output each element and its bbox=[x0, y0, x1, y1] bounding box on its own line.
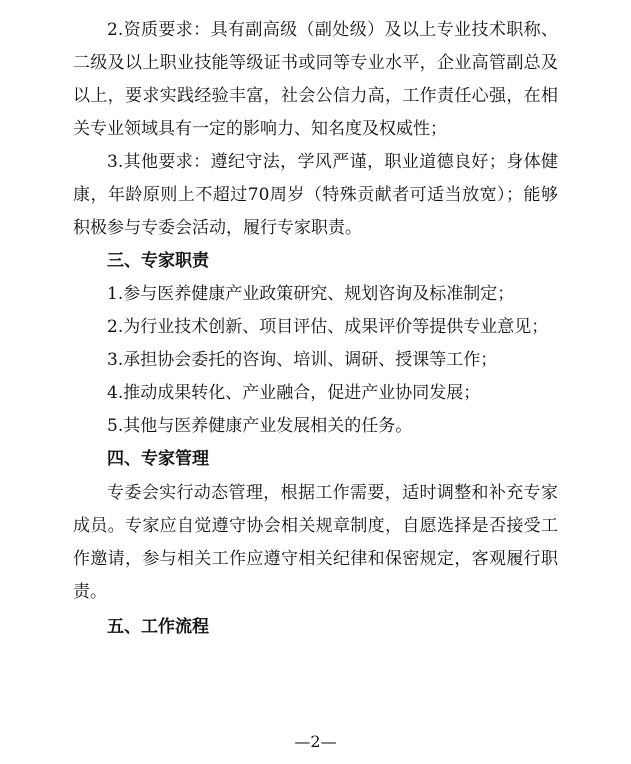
management-paragraph bbox=[73, 477, 558, 609]
list-item: 4.推动成果转化、产业融合，促进产业协同发展； bbox=[107, 383, 481, 403]
qualification-requirements-paragraph bbox=[73, 14, 558, 146]
section-heading-expert-duties bbox=[73, 245, 558, 278]
list-item: 5.其他与医养健康产业发展相关的任务。 bbox=[107, 416, 413, 436]
list-item: 2.为行业技术创新、项目评估、成果评价等提供专业意见； bbox=[107, 317, 549, 337]
section-heading: 五、工作流程 bbox=[107, 617, 209, 637]
paragraph-text: 3.其他要求：遵纪守法，学风严谨，职业道德良好；身体健康，年龄原则上不超过70周岁（特殊贡献者可适当放宽）；能够积极参与专委会活动，履行专家职责。 bbox=[73, 152, 558, 238]
page-number: —2— bbox=[294, 732, 337, 751]
duty-item-2 bbox=[73, 311, 558, 344]
duty-item-3 bbox=[73, 344, 558, 377]
section-heading: 三、专家职责 bbox=[107, 251, 209, 271]
other-requirements-paragraph bbox=[73, 146, 558, 245]
section-heading-workflow bbox=[73, 611, 558, 644]
section-heading-expert-management bbox=[73, 443, 558, 476]
paragraph-text: 专委会实行动态管理，根据工作需要，适时调整和补充专家成员。专家应自觉遵守协会相关规章制度，自愿选择是否接受工作邀请，参与相关工作应遵守相关纪律和保密规定，客观履行职责。 bbox=[73, 483, 558, 602]
duty-item-4 bbox=[73, 377, 558, 410]
list-item: 1.参与医养健康产业政策研究、规划咨询及标准制定； bbox=[107, 284, 515, 304]
section-heading: 四、专家管理 bbox=[107, 449, 209, 469]
duty-item-5 bbox=[73, 410, 558, 443]
duty-item-1 bbox=[73, 278, 558, 311]
list-item: 3.承担协会委托的咨询、培训、调研、授课等工作； bbox=[107, 350, 498, 370]
paragraph-text: 2.资质要求：具有副高级（副处级）及以上专业技术职称、二级及以上职业技能等级证书或同等专业水平，企业高管副总及以上，要求实践经验丰富，社会公信力高，工作责任心强，在相关专业领域具有一定的影响力、知名度及权威性； bbox=[73, 20, 558, 139]
